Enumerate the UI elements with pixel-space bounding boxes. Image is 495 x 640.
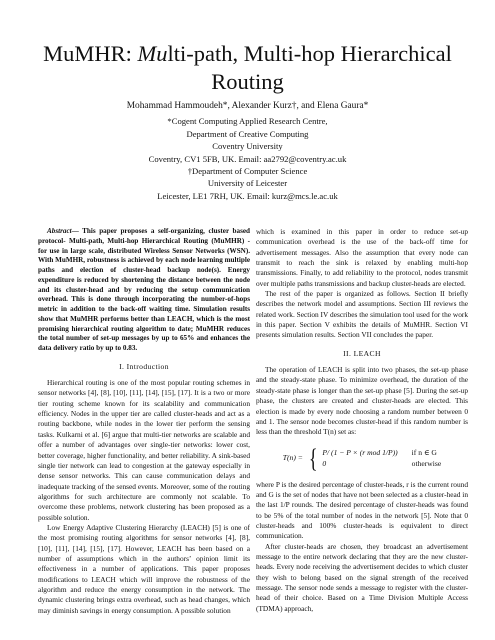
intro-paragraph-2: Low Energy Adaptive Clustering Hierarchy (LEACH) [5] is one of the most promising routing algorithms for sensor networks [4], [8], [10], [11], [14], [15], [17]. However, LEACH has been based on a number of assumptions which in the authors’ opinion limit its effectiveness in a number of applications. This paper proposes modifications to LEACH which will improve the robustness of the algorithm and reduce the energy consumption in the network. The dynamic clustering brings extra overhead, such as head changes, which may diminish savings in energy consumption. A possible solution — [38, 522, 250, 615]
equation-case-1-expr: P/ (1 − P × (r mod 1/P)) — [322, 447, 398, 457]
author-names: Mohammad Hammoudeh*, Alexander Kurz†, and Elena Gaura* — [126, 101, 369, 111]
paper-title — [0, 40, 495, 96]
abstract — [38, 227, 250, 354]
equation-case-1-cond: if n ∈ G — [411, 447, 437, 457]
equation-brace: { — [308, 443, 318, 473]
equation-case-2-expr: 0 — [322, 459, 327, 469]
equation-cases — [322, 448, 441, 470]
threshold-equation — [256, 443, 468, 473]
equation-case-2-cond: otherwise — [411, 459, 442, 469]
affiliation-line: Department of Creative Computing — [186, 128, 309, 139]
title-italic-mu: Mu — [137, 41, 168, 66]
intro-paragraph-3: which is examined in this paper in order to reduce set-up communication overhead is the use of the back-off time for advertisement messages. Also the assumption that every node can transmit to reach the sink is relaxed by enabling multi-hop transmissions. Finally, to add reliability to the protocol, nodes transmit over multiple paths transmissions and backup cluster-heads are elected. — [256, 227, 468, 288]
abstract-text: — This paper proposes a self-organizing, cluster based protocol- Multi-path, Multi-hop Hierarchical Routing (MuMHR) - for use in large scale, distributed Wireless Sensor Networks (WSN). With MuMHR, robustness is achieved by each node learning multiple paths and election of cluster-head backup node(s). Energy expenditure is reduced by shortening the distance between the node and its cluster-head and by reducing the setup communication overhead. This is done through incorporating the number-of-hops metric in addition to the back-off waiting time. Simulation results show that MuMHR performs better than LEACH, which is the most promising hierarchical routing algorithm to date; MuMHR reduces the total number of set-up messages by up to 65% and enhances the data delivery ratio by up to 0.83. — [38, 227, 250, 352]
intro-paragraph-4: The rest of the paper is organized as follows. Section II briefly describes the network model and assumptions. Section III reviews the related work. Section IV describes the simulation tool used for the work in this paper. Section V exhibits the details of MuMHR. Section VI presents simulation results. Section VII concludes the paper. — [256, 289, 468, 340]
affiliation-line: University of Leicester — [207, 178, 288, 189]
leach-paragraph-2: where P is the desired percentage of cluster-heads, r is the current round and G is the set of nodes that have not been selected as a cluster-head in the last 1/P rounds. The desired percentage of cluster-heads was found to be 5% of the total number of nodes in the network [5]. Note that 0 cluster-heads and 100% cluster-heads is equivalent to direct communication. — [256, 479, 468, 541]
affiliation-line: Coventry, CV1 5FB, UK. Email: aa2792@coventry.ac.uk — [148, 153, 347, 164]
leach-paragraph-1: The operation of LEACH is split into two phases, the set-up phase and the steady-state phase. To minimize overhead, the duration of the steady-state phase is longer than the set-up phase [5]. During the set-up phase, the clusters are created and cluster-heads are elected. This election is made by every node choosing a random number between 0 and 1. The sensor node becomes cluster-head if this random number is less than the threshold T(n) set as: — [256, 365, 468, 437]
section-heading-leach: II. LEACH — [343, 348, 381, 358]
left-column — [38, 227, 250, 616]
section-heading-introduction: I. Introduction — [119, 361, 169, 371]
intro-paragraph-1: Hierarchical routing is one of the most popular routing schemes in sensor networks [4], [8], [10], [11], [14], [15], [17]. It is a two or more tier routing scheme known for its scalability and communication efficiency. Nodes in the upper tier are called cluster-heads and act as a routing backbone, while nodes in the lower tier perform the sensing tasks. Kulkarni et al. [6] argue that multi-tier networks are scalable and offer a number of advantages over single-tier networks: lower cost, better coverage, higher functionality, and better reliability. A sink-based single tier network can lead to congestion at the gateway especially in dense sensor networks. This can cause communication delays and inadequate tracking of the sensed events. Moreover, some of the routing algorithms for such architecture are commonly not scalable. To overcome these problems, network clustering has been proposed as a possible solution. — [38, 378, 250, 522]
equation-lhs: T(n) = — [282, 453, 303, 463]
affiliation-line: *Cogent Computing Applied Research Centre, — [167, 116, 328, 127]
affiliation-line: Leicester, LE1 7RH, UK. Email: kurz@mcs.le.ac.uk — [157, 190, 338, 201]
title-line-1: MuMHR: Multi-path, Multi-hop Hierarchical — [43, 41, 452, 66]
right-column — [256, 227, 468, 614]
affiliation-line: Coventry University — [212, 141, 283, 152]
abstract-label: Abstract — [47, 227, 72, 235]
title-line-2: Routing — [211, 69, 284, 94]
author-block — [0, 100, 495, 202]
leach-paragraph-3: After cluster-heads are chosen, they broadcast an advertisement message to the entire network declaring that they are the new cluster-heads. Every node receiving the advertisement decides to which cluster they wish to belong based on the signal strength of the received message. The sensor node sends a message to register with the cluster-head of their choice. Based on a Time Division Multiple Access (TDMA) approach, — [256, 541, 468, 613]
affiliation-line: †Department of Computer Science — [187, 166, 308, 177]
